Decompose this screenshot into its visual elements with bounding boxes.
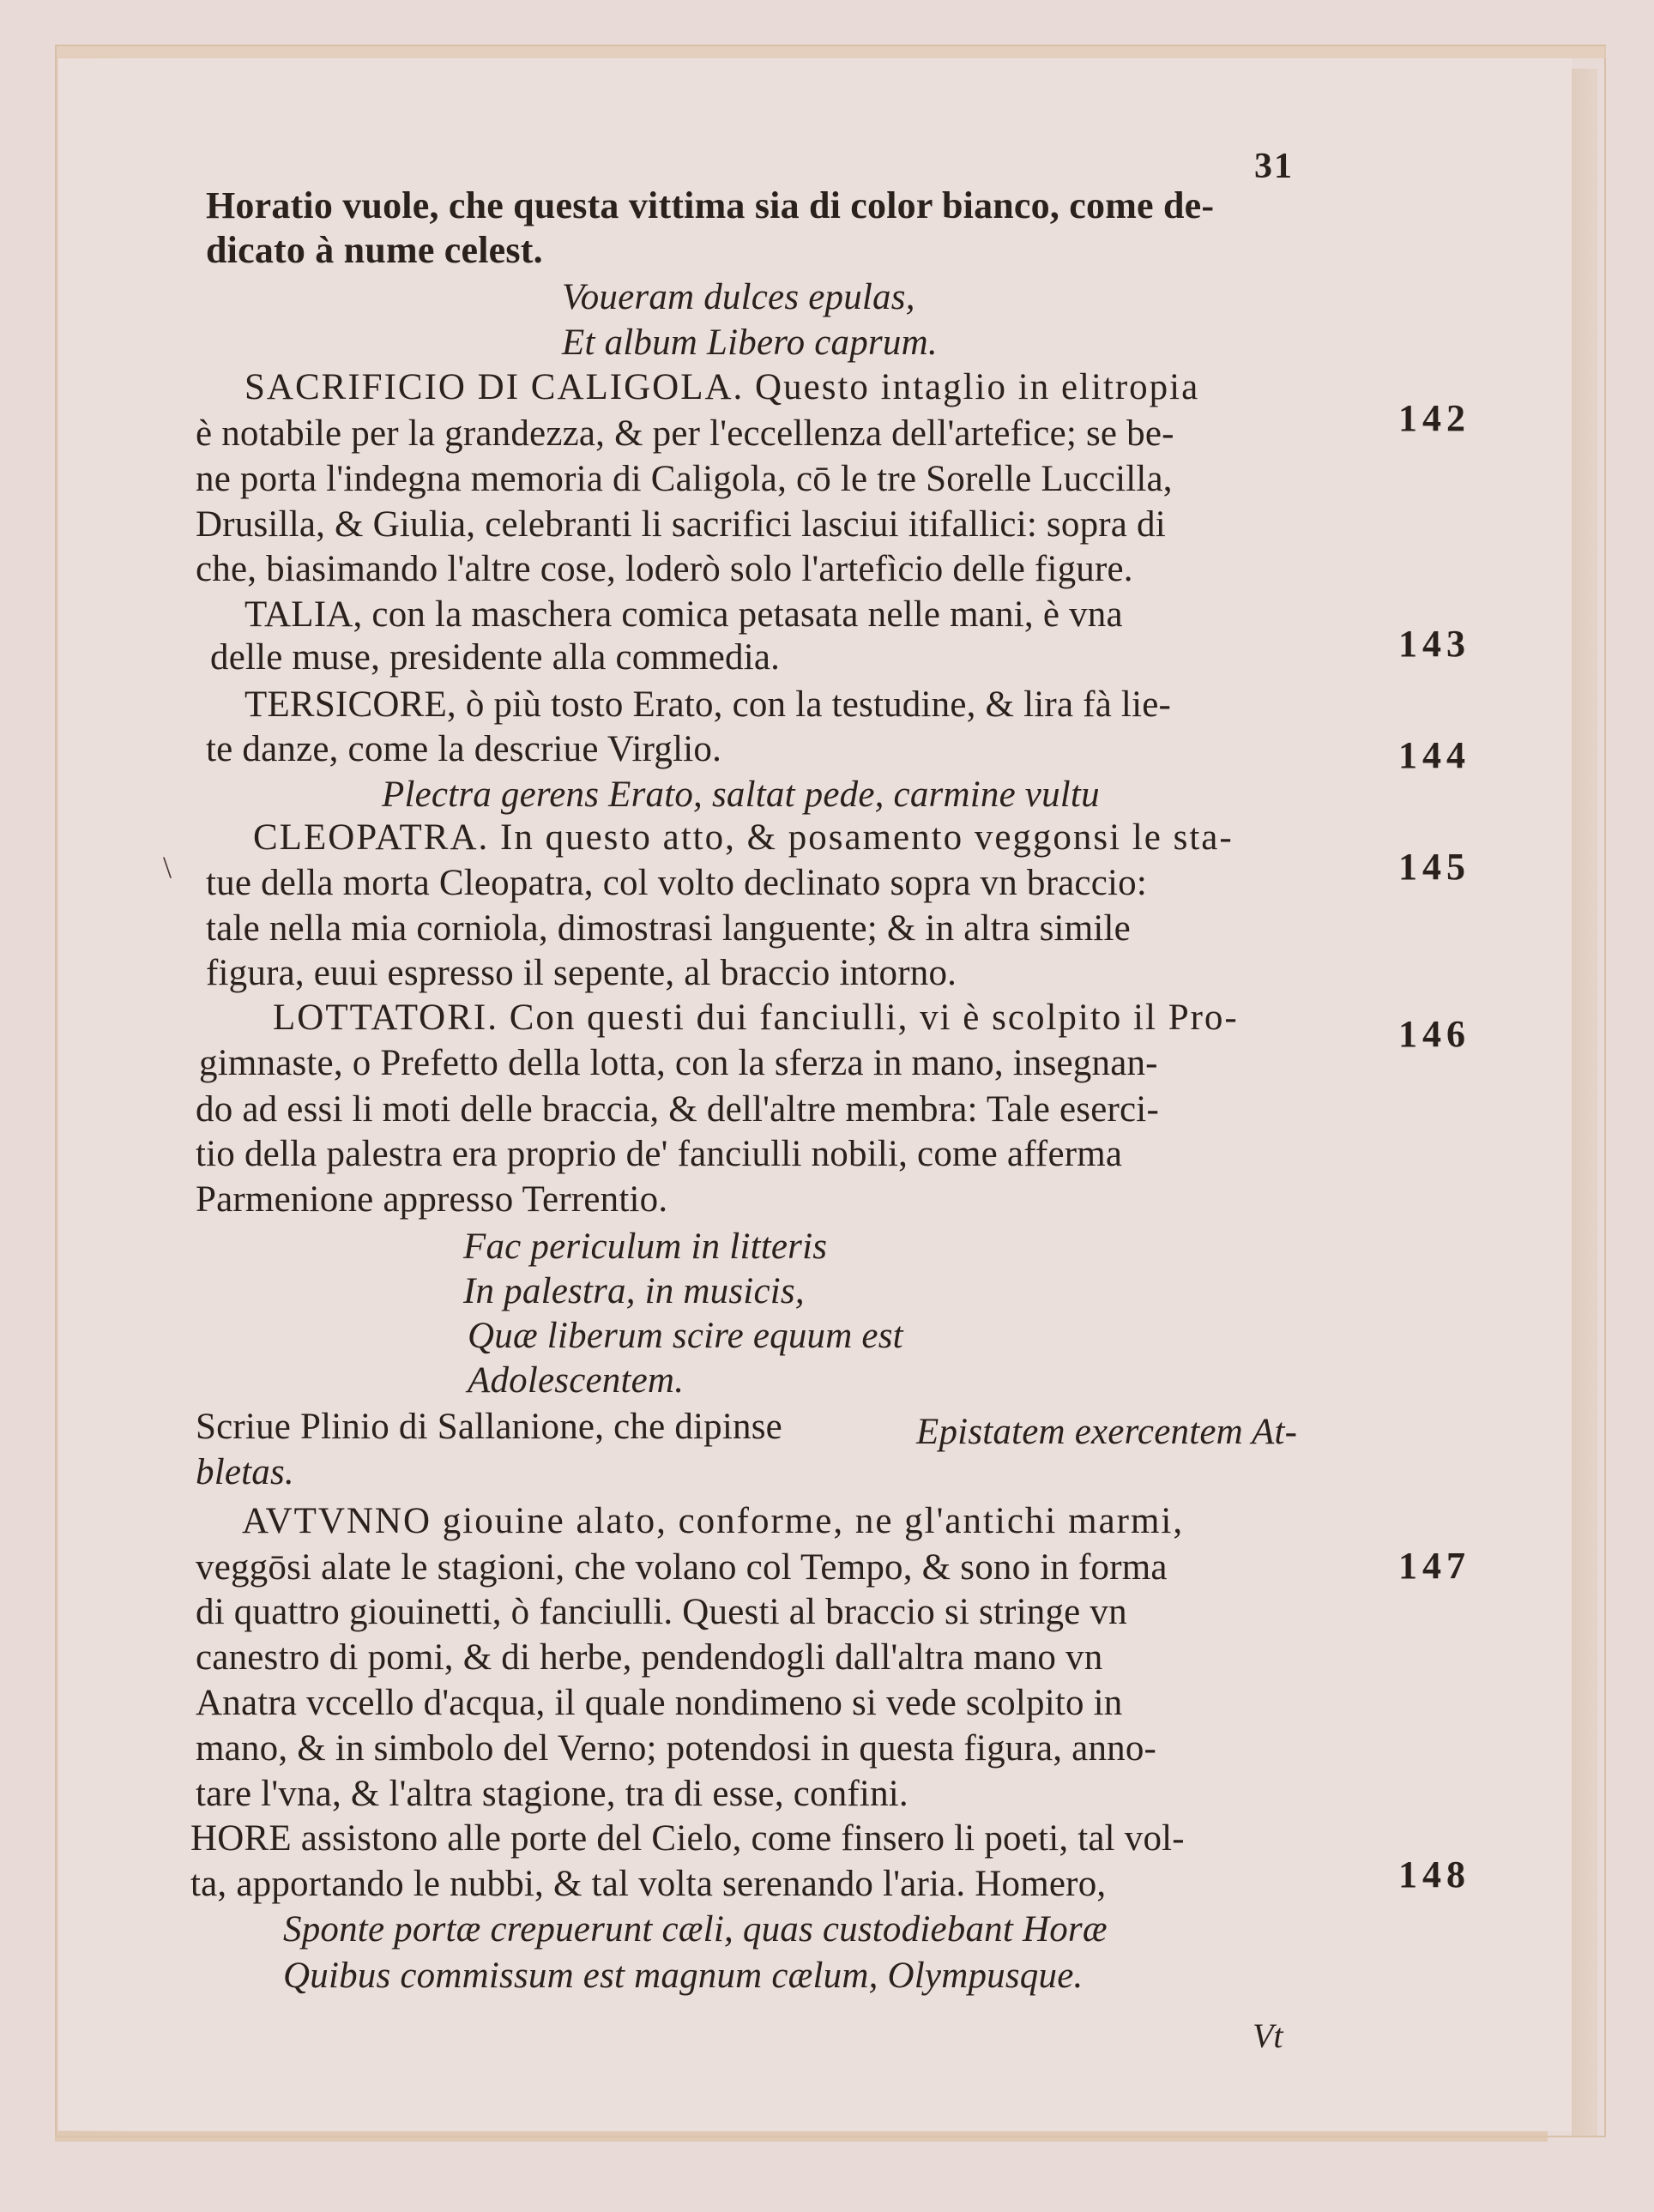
entry-146-after: Scriue Plinio di Sallanione, che dipinse: [196, 1407, 782, 1447]
margin-number: 145: [1398, 846, 1470, 888]
entry-148-line: HORE assistono alle porte del Cielo, come finsero li poeti, tal vol-: [190, 1818, 1185, 1859]
entry-148-line: ta, apportando le nubbi, & tal volta serenando l'aria. Homero,: [190, 1864, 1107, 1904]
margin-number: 148: [1398, 1853, 1470, 1896]
verse-line: Fac periculum in litteris: [463, 1227, 828, 1267]
margin-number: 147: [1398, 1545, 1470, 1587]
entry-143-line: delle muse, presidente alla commedia.: [210, 637, 781, 678]
entry-147-line: Anatra vccello d'acqua, il quale nondimeno si vede scolpito in: [196, 1683, 1123, 1723]
entry-144-line: te danze, come la descriue Virglio.: [206, 729, 722, 769]
margin-number: 143: [1398, 623, 1470, 665]
entry-143-line: TALIA, con la maschera comica petasata nelle mani, è vna: [244, 594, 1123, 635]
margin-number: 142: [1398, 397, 1470, 439]
entry-146-line: tio della palestra era proprio de' fanciulli nobili, come afferma: [196, 1134, 1123, 1174]
entry-147-line: mano, & in simbolo del Verno; potendosi in questa figura, anno-: [196, 1728, 1157, 1769]
entry-147-line: tare l'vna, & l'altra stagione, tra di esse, confini.: [196, 1774, 908, 1814]
entry-147-line: di quattro giouinetti, ò fanciulli. Questi al braccio si stringe vn: [196, 1592, 1127, 1632]
verse-line: Sponte portæ crepuerunt cæli, quas custodiebant Horæ: [283, 1909, 1108, 1950]
entry-145-line: figura, euui espresso il sepente, al braccio intorno.: [206, 953, 957, 993]
catchword: Vt: [1253, 2016, 1283, 2055]
intro-line: dicato à nume celest.: [206, 229, 543, 271]
entry-142-line: è notabile per la grandezza, & per l'eccellenza dell'artefice; se be-: [196, 413, 1174, 454]
intro-line: Horatio vuole, che questa vittima sia di color bianco, come de-: [206, 184, 1215, 226]
hand-annotation-mark: \: [163, 850, 172, 884]
entry-145-line: tale nella mia corniola, dimostrasi languente; & in altra simile: [206, 908, 1131, 949]
margin-number: 144: [1398, 734, 1470, 776]
entry-142-line: Drusilla, & Giulia, celebranti li sacrifici lasciui itifallici: sopra di: [196, 504, 1166, 545]
entry-146-line: gimnaste, o Prefetto della lotta, con la sferza in mano, insegnan-: [199, 1043, 1158, 1083]
verse-line: In palestra, in musicis,: [463, 1271, 805, 1311]
entry-145-line: CLEOPATRA. In questo atto, & posamento veggonsi le sta-: [253, 817, 1234, 858]
entry-146-line: Parmenione appresso Terrentio.: [196, 1179, 668, 1220]
entry-145-line: tue della morta Cleopatra, col volto declinato sopra vn braccio:: [206, 863, 1147, 903]
verse-line: Adolescentem.: [468, 1360, 685, 1401]
entry-144-line: TERSICORE, ò più tosto Erato, con la testudine, & lira fà lie-: [244, 684, 1172, 725]
folio-number: 31: [1254, 147, 1294, 186]
entry-146-line: do ad essi li moti delle braccia, & dell'altre membra: Tale eserci-: [196, 1089, 1159, 1130]
entry-142-line: che, biasimando l'altre cose, loderò solo l'artefìcio delle figure.: [196, 549, 1133, 589]
margin-number: 146: [1398, 1013, 1470, 1055]
entry-146-line: LOTTATORI. Con questi dui fanciulli, vi è scolpito il Pro-: [273, 998, 1239, 1038]
verse-line: Quibus commissum est magnum cælum, Olympusque.: [283, 1956, 1084, 1996]
entry-146-after-italic: bletas.: [196, 1452, 294, 1492]
entry-146-after-italic: Epistatem exercentem At-: [916, 1412, 1298, 1452]
verse-line: Voueram dulces epulas,: [562, 277, 915, 317]
entry-142-line: ne porta l'indegna memoria di Caligola, cō le tre Sorelle Luccilla,: [196, 459, 1173, 499]
verse-line: Quæ liberum scire equum est: [468, 1316, 903, 1356]
entry-147-line: canestro di pomi, & di herbe, pendendogli dall'altra mano vn: [196, 1637, 1103, 1678]
verse-line: Et album Libero caprum.: [562, 322, 938, 363]
entry-142-line: SACRIFICIO DI CALIGOLA. Questo intaglio in elitropia: [244, 367, 1200, 407]
verse-line: Plectra gerens Erato, saltat pede, carmine vultu: [382, 775, 1100, 815]
entry-147-line: AVTVNNO giouine alato, conforme, ne gl'antichi marmi,: [242, 1501, 1185, 1541]
entry-147-line: veggōsi alate le stagioni, che volano col Tempo, & sono in forma: [196, 1547, 1168, 1588]
